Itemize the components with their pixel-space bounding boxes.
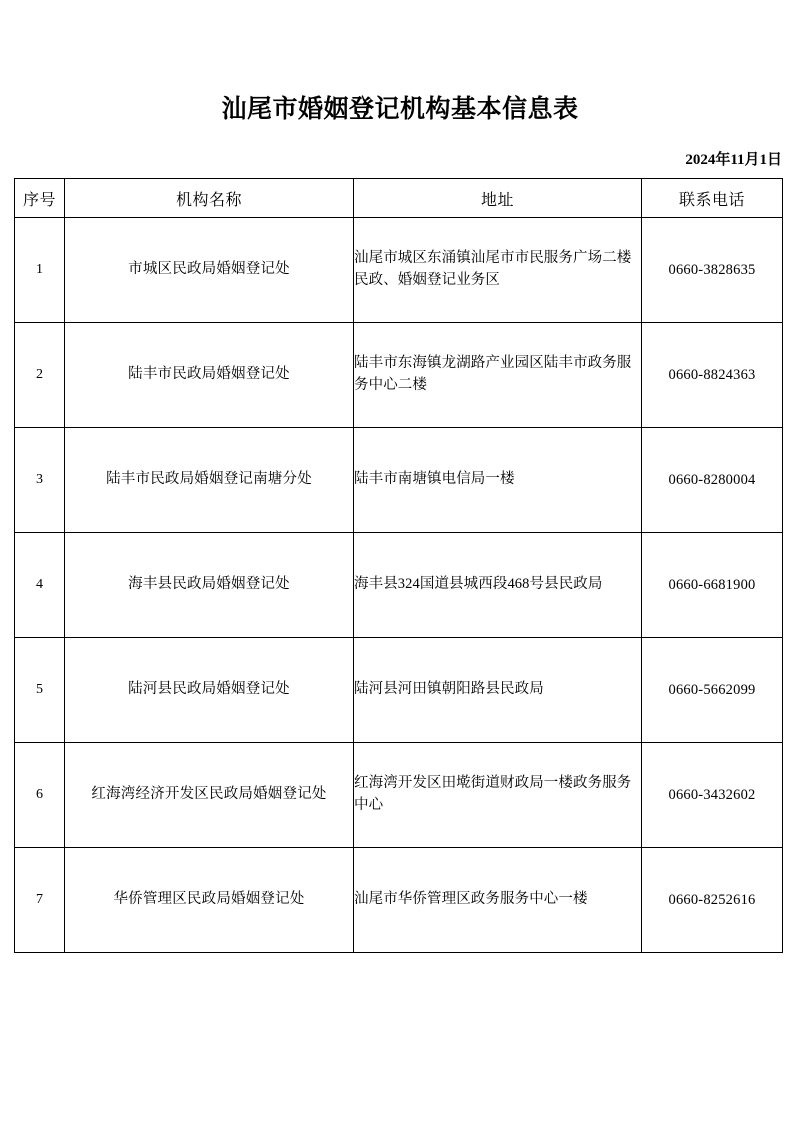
cell-index: 6: [15, 743, 65, 848]
table-row: [15, 428, 783, 533]
cell-index: 1: [15, 218, 65, 323]
cell-address: 陆丰市东海镇龙湖路产业园区陆丰市政务服务中心二楼: [354, 323, 642, 428]
table-row: [15, 533, 783, 638]
cell-name: 市城区民政局婚姻登记处: [65, 218, 354, 323]
cell-index: 4: [15, 533, 65, 638]
cell-name: 海丰县民政局婚姻登记处: [65, 533, 354, 638]
cell-index: 2: [15, 323, 65, 428]
document-date: 2024年11月1日: [685, 152, 782, 168]
cell-index: 7: [15, 848, 65, 953]
cell-phone: 0660-8824363: [642, 323, 783, 428]
cell-name: 红海湾经济开发区民政局婚姻登记处: [65, 743, 354, 848]
cell-index: 3: [15, 428, 65, 533]
cell-name: 华侨管理区民政局婚姻登记处: [65, 848, 354, 953]
table-body: [15, 218, 783, 953]
table-header: [15, 179, 783, 218]
cell-address: 汕尾市华侨管理区政务服务中心一楼: [354, 848, 642, 953]
cell-phone: 0660-8252616: [642, 848, 783, 953]
cell-phone: 0660-3828635: [642, 218, 783, 323]
cell-name: 陆河县民政局婚姻登记处: [65, 638, 354, 743]
table-row: [15, 848, 783, 953]
cell-name: 陆丰市民政局婚姻登记南塘分处: [65, 428, 354, 533]
page-title: 汕尾市婚姻登记机构基本信息表: [221, 96, 579, 123]
table-header-row: [15, 179, 783, 218]
cell-phone: 0660-3432602: [642, 743, 783, 848]
table-row: [15, 218, 783, 323]
cell-address: 陆丰市南塘镇电信局一楼: [354, 428, 642, 533]
column-header-phone: 联系电话: [642, 179, 783, 218]
cell-phone: 0660-8280004: [642, 428, 783, 533]
cell-phone: 0660-5662099: [642, 638, 783, 743]
table-row: [15, 638, 783, 743]
column-header-index: 序号: [15, 179, 65, 218]
cell-address: 陆河县河田镇朝阳路县民政局: [354, 638, 642, 743]
table-row: [15, 743, 783, 848]
table-row: [15, 323, 783, 428]
cell-address: 红海湾开发区田墘街道财政局一楼政务服务中心: [354, 743, 642, 848]
cell-name: 陆丰市民政局婚姻登记处: [65, 323, 354, 428]
info-table-container: [14, 178, 782, 953]
column-header-name: 机构名称: [65, 179, 354, 218]
cell-address: 汕尾市城区东涌镇汕尾市市民服务广场二楼民政、婚姻登记业务区: [354, 218, 642, 323]
marriage-registry-table: [14, 178, 783, 953]
cell-address: 海丰县324国道县城西段468号县民政局: [354, 533, 642, 638]
cell-index: 5: [15, 638, 65, 743]
cell-phone: 0660-6681900: [642, 533, 783, 638]
column-header-address: 地址: [354, 179, 642, 218]
